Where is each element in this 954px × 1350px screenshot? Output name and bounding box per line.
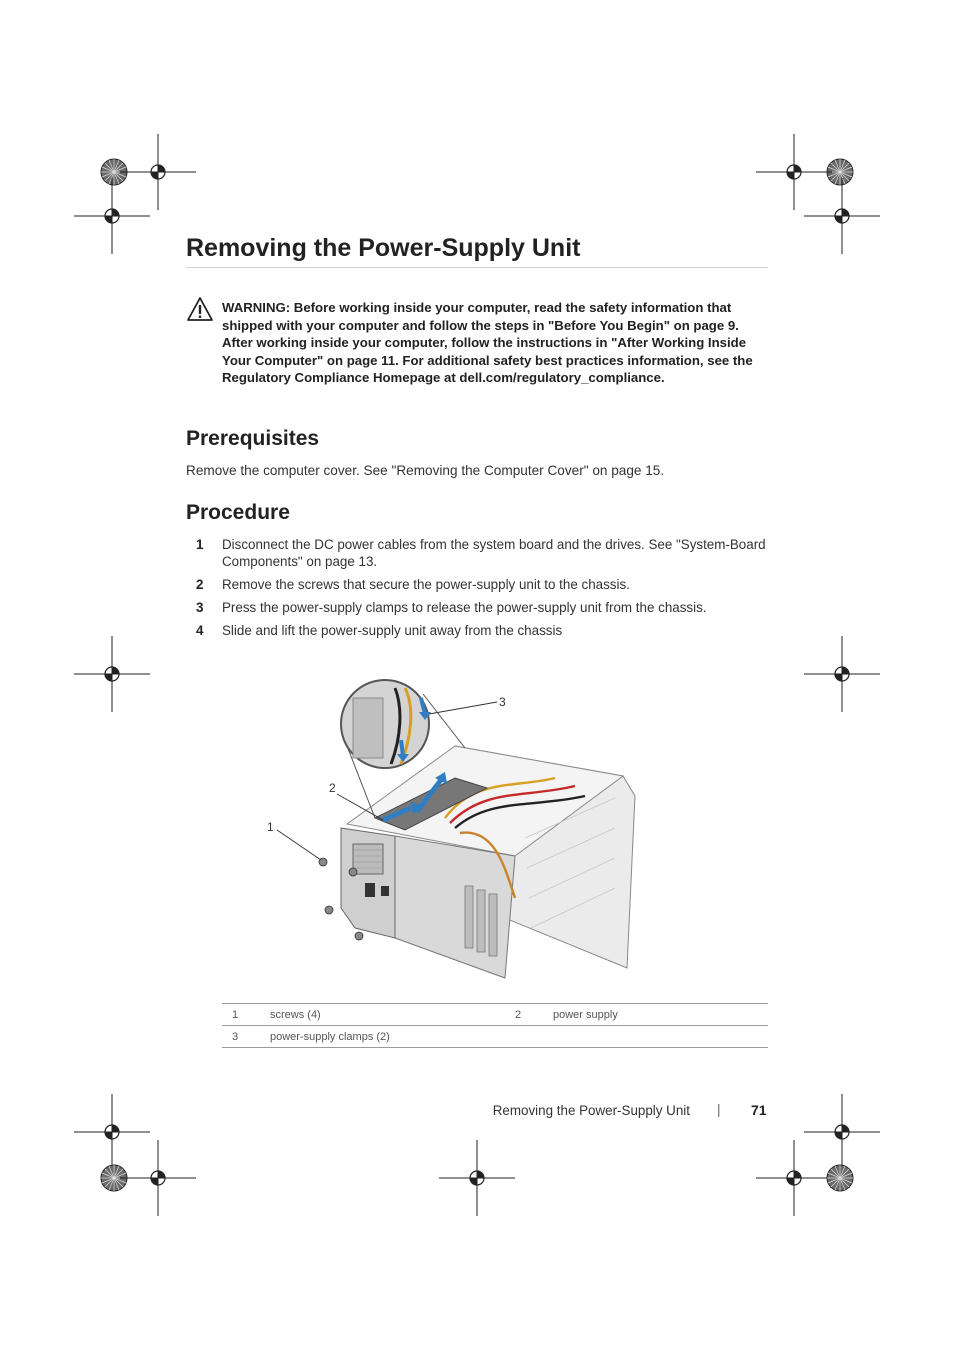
legend-number: 1 [222, 1004, 270, 1026]
step-number: 2 [196, 577, 204, 592]
legend-label: power supply [553, 1004, 768, 1026]
power-supply-removal-illustration [255, 668, 655, 980]
step-item [186, 576, 776, 593]
callout-3: 3 [499, 695, 506, 709]
figure-legend [222, 1003, 768, 1048]
step-number: 4 [196, 623, 204, 638]
legend-label: screws (4) [270, 1004, 505, 1026]
step-text: Press the power-supply clamps to release the power-supply unit from the chassis. [222, 600, 707, 615]
legend-row [222, 1004, 768, 1026]
step-number: 1 [196, 537, 204, 552]
step-text: Remove the screws that secure the power-supply unit to the chassis. [222, 577, 630, 592]
step-item [186, 536, 776, 570]
warning-triangle-icon [186, 296, 214, 322]
legend-label: power-supply clamps (2) [270, 1026, 505, 1048]
warning-text: WARNING: Before working inside your computer, read the safety information that shipped with your computer and follow the steps in "Before You Begin" on page 9. After working inside your computer, follow the instructions in "After Working Inside Your Computer" on page 11. For additional safety best practices information, see the Regulatory Compliance Homepage at dell.com/regulatory_compliance. [222, 300, 753, 386]
page-number: 71 [751, 1102, 767, 1118]
footer-separator: | [717, 1102, 721, 1117]
callout-1: 1 [267, 820, 274, 834]
step-item [186, 599, 776, 616]
legend-row [222, 1026, 768, 1048]
procedure-steps [186, 536, 776, 639]
legend-number: 3 [222, 1026, 270, 1048]
prerequisites-text: Remove the computer cover. See "Removing the Computer Cover" on page 15. [186, 463, 665, 478]
callout-2: 2 [329, 781, 336, 795]
procedure-heading: Procedure [186, 501, 290, 524]
step-number: 3 [196, 600, 204, 615]
footer-section-title: Removing the Power-Supply Unit [492, 1103, 690, 1118]
step-item [186, 622, 776, 639]
prerequisites-heading: Prerequisites [186, 427, 320, 450]
step-text: Slide and lift the power-supply unit away from the chassis [222, 623, 563, 638]
page-title: Removing the Power-Supply Unit [186, 234, 768, 268]
legend-number: 2 [505, 1004, 553, 1026]
step-text: Disconnect the DC power cables from the system board and the drives. See "System-Board Components" on page 13. [222, 537, 766, 569]
